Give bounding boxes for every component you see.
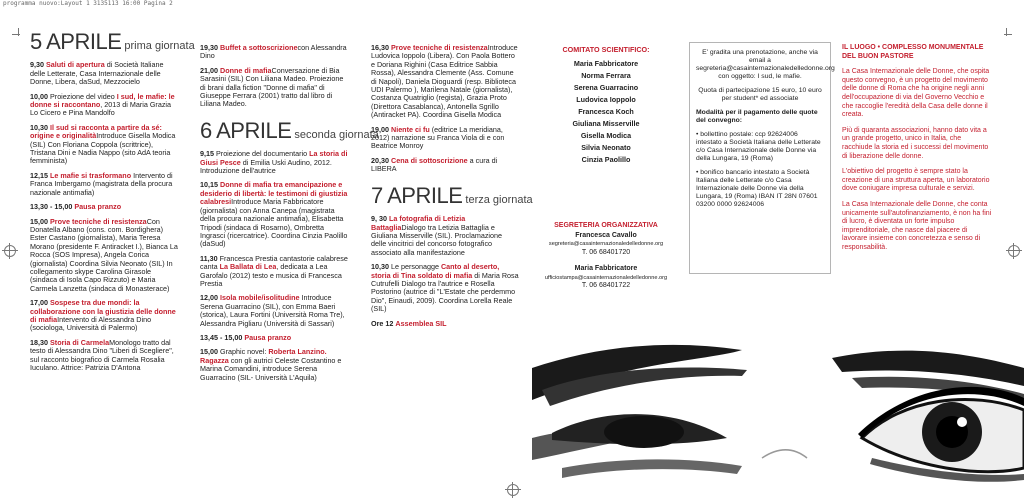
event-description: (editrice La meridiana, 2012) narrazione su Franca Viola di e con Beatrice Monroy — [371, 124, 505, 151]
event-description: a cura di LIBERA — [371, 155, 498, 174]
booking-intro: E' gradita una prenotazione, anche via email a segreteria@casainternazionaledelledonne.org con oggetto: I sud, le mafie. — [696, 49, 835, 80]
event-description: con gli autrici Celeste Costantino e Marina Comandini, introduce Serena Guarracino (SIL- Università L'Aquila) — [200, 355, 342, 382]
program-event — [200, 67, 350, 109]
event-description: di Società Italiane delle Letterate, Casa Internazionale delle Donne, Libera, daSud, Mezzocielo — [30, 60, 164, 87]
event-time: 10,15 — [200, 180, 218, 190]
day3-column — [371, 43, 533, 334]
event-time: 19,00 — [371, 124, 389, 134]
event-description: Dialogo tra Letizia Battaglia e Giuliana Misserville (SIL). Proclamazione delle vincitrici del concorso fotografico associato alla manifestazione — [371, 222, 503, 257]
print-header: programma nuovo:Layout 1 3135113 16:00 Pagina 2 — [3, 0, 173, 7]
event-description: , dedicata a Lea Garofalo (2012) testo e musica di Francesca Prestia — [200, 262, 342, 288]
event-title: Prove tecniche di resistenza — [50, 216, 147, 226]
program-event — [371, 263, 519, 313]
day1-column — [30, 29, 195, 378]
registration-mark — [4, 245, 16, 257]
event-time: 19,30 — [200, 43, 218, 52]
event-time: 13,45 - 15,00 — [200, 332, 243, 342]
comitato-member: Serena Guarracino — [573, 83, 639, 92]
luogo-section — [842, 44, 992, 259]
event-description: Intervento di Franca Imbergamo (magistrata della procura nazionale antimafia) — [30, 170, 173, 197]
event-time: 10,00 — [30, 91, 48, 101]
event-title: Pausa pranzo — [74, 202, 122, 212]
comitato-member: Gisella Modica — [580, 131, 632, 140]
event-title: Isola mobile/isolitudine — [220, 293, 300, 303]
comitato-member: Maria Fabbricatore — [573, 59, 639, 68]
program-event — [30, 203, 178, 211]
comitato-member: Silvia Neonato — [581, 143, 631, 152]
segreteria-organizzativa — [540, 222, 672, 291]
comitato-member: Ludovica Ioppolo — [576, 95, 636, 104]
event-title: Assemblea SIL — [395, 318, 447, 328]
segreteria-phone: T. 06 68401722 — [581, 282, 631, 289]
program-event — [200, 255, 350, 289]
luogo-paragraph: L'obiettivo del progetto è sempre stato la creazione di una struttura aperta, un laboratorio dove coniugare impresa culturale e servizi. — [842, 168, 990, 193]
event-time: 15,00 — [30, 216, 48, 226]
program-event — [30, 61, 178, 86]
luogo-paragraph: La Casa Internazionale delle Donne, che conta unicamente sull'autofinanziamento, è non ha fini di lucro, è diventata un forte impulso imprenditoriale, che nasce dal piacere di lavorare insieme con concretezza e senso di responsabilità. — [842, 200, 992, 251]
event-title: Donne di mafia tra emancipazione e desiderio di libertà: le testimoni di giustizia calabresi — [200, 180, 348, 207]
event-time: 11,30 — [200, 253, 218, 263]
payment-postal: • bollettino postale: ccp 92624006 intestato a Società Italiana delle Letterate c/o Casa Internazionale delle Donne via della Lungara, 19 (Roma) — [696, 131, 821, 162]
event-description: di Maria Rosa Cutrufelli Dialogo tra l'autrice e Rosella Postorino (autrice di "L'Estate che perdemmo Dio", Einaudi, 2009). Coordina Lorella Reale (SIL) — [371, 270, 519, 314]
event-title: Canto al deserto, storia di Tina soldato di mafia — [371, 262, 500, 280]
program-event — [371, 157, 519, 174]
segreteria-email-link[interactable]: ufficiostampa@casainternazionaledelledonne.org — [544, 274, 668, 281]
segreteria-phone: T. 06 68401720 — [581, 248, 631, 256]
event-title: Prove tecniche di resistenza — [391, 43, 488, 52]
event-title: Cena di sottoscrizione — [391, 155, 468, 165]
event-title: La Ballata di Lea — [219, 262, 277, 272]
luogo-paragraph: La Casa Internazionale delle Donne, che ospita questo convegno, è un progetto del movimento delle donne di Roma che ha origine negli anni dell'occupazione di via del Governo Vecchio e che raccoglie l'eredità della Casa delle donne il creata. — [842, 68, 990, 119]
crop-mark — [1004, 34, 1012, 35]
program-event — [200, 150, 350, 175]
day1-heading: 5 APRILE prima giornata — [30, 29, 195, 54]
event-description: di Emilia Uski Audino, 2012. Introduzione dell'autrice — [200, 157, 332, 176]
event-title: Roberta Lanzino. Ragazza — [200, 347, 327, 365]
program-event — [30, 218, 178, 294]
event-description: Introduce Maria Fabbricatore (giornalista) con Anna Canepa (magistrata della procura nazionale antimafia), Elisabetta Tripodi (sindaca di Rosarno), Ombretta Ingrasci (ricercatrice). Coordina Cinzia Paolillo (daSud) — [200, 197, 348, 249]
program-event — [200, 181, 350, 248]
event-description: Monologo tratto dal testo di Alessandra Dino "Liberi di Scegliere", sul racconto biografico di Carmela Rosalia Iuculano. Attrice: Patrizia D'Antona — [30, 337, 174, 372]
event-time: 13,30 - 15,00 — [30, 202, 73, 212]
program-event — [200, 334, 350, 342]
comitato-member: Giuliana Misserville — [572, 119, 640, 128]
comitato-member: Cinzia Paolillo — [581, 155, 631, 164]
program-event — [200, 348, 350, 382]
program-event — [30, 339, 178, 373]
payment-bank: • bonifico bancario intestato a Società Italiana delle Letterate c/o Casa Internazionale delle Donne via della Lungara, 19 (Roma) IBAN IT 28N 07601 03200 0000 92624006 — [696, 169, 818, 208]
program-event — [30, 299, 178, 333]
event-time: 12,15 — [30, 170, 48, 180]
registration-mark — [1008, 245, 1020, 257]
day2-heading: 6 APRILE seconda giornata — [200, 117, 379, 143]
event-description: , 2013 di Maria Grazia Lo Cicero e Pina Mandolfo — [30, 100, 172, 118]
event-time: 10,30 — [30, 122, 48, 132]
event-title: Niente ci fu — [391, 124, 430, 134]
day2-column — [200, 43, 379, 388]
event-time: 17,00 — [30, 298, 48, 308]
program-event — [371, 320, 519, 328]
event-title: Sospese tra due mondi: la collaborazione con la giustizia delle donne di mafia — [30, 298, 176, 324]
event-description: Introduce Ludovica Ioppolo (Libera). Con Paola Bottero e Doriana Righini (Casa Editrice Sabbia Rossa), Alessandra Clemente (Ass. Comune di Napoli), Daniela Dioguardi (resp. Biblioteca UDI Palermo ), Marilena Natale (giornalista), Costanza Quatriglio (regista), Grazia Proto (Direttora Casablanca), Antonella Sgrillo (Antiracket PA). Coordina Gisella Modica — [371, 43, 518, 120]
event-title: La storia di Giusi Pesce — [200, 149, 348, 167]
booking-info-box — [689, 42, 835, 274]
event-description: Introduce Serena Guarracino (SIL), con Emma Baeri (storica), Laura Fortini (Università Roma Tre), Alessandra Pigliaru (Università di Sassari) — [200, 293, 345, 328]
segreteria-email-link[interactable]: segreteria@casainternazionaledelledonne.org — [548, 241, 664, 247]
program-event — [30, 124, 178, 166]
event-time: 9,15 — [200, 149, 214, 159]
event-title: Donne di mafia — [220, 65, 272, 75]
eyes-illustration — [532, 328, 1024, 502]
event-intro: Proiezione del video — [50, 91, 117, 101]
event-title: Le mafie si trasformano — [50, 170, 132, 180]
segreteria-person: Francesca Cavallo — [575, 231, 637, 239]
event-title: Il sud si racconta a partire da sé: origine e originalità — [30, 122, 162, 141]
event-description: Conversazione di Bia Sarasini (SIL) Con Liliana Madeo. Proiezione di brani dalla fiction "Donne di mafia" di Giuseppe Ferrara (2001) tratto dal libro di Liliana Madeo. — [200, 65, 344, 109]
registration-mark — [507, 484, 519, 496]
event-description: Introduce Gisella Modica (SIL) Con Floriana Coppola (scrittrice), Tristana Dini e Nadia Nappo (sito AdA teoria femminista) — [30, 131, 176, 166]
comitato-member: Francesca Koch — [578, 107, 634, 116]
event-time: 12,00 — [200, 293, 218, 303]
event-description: con Alessandra Dino — [200, 43, 347, 61]
comitato-title: COMITATO SCIENTIFICO: — [562, 45, 650, 54]
program-event — [371, 126, 519, 151]
event-time: Ore 12 — [371, 318, 394, 328]
event-description: Con Donatella Albano (cons. com. Bordighera) Ester Castano (giornalista), Maria Teresa Morano (presidente F. Antiracket I.), Bianca La Rocca (SOS Impresa), Angela Corica (giornalista) Coordina Silvia Neonato (SIL) In collegamento skype Carolina Girasole (sindaca di Isola Capo Rizzuto) e Maria Carmela Lanzetta (sindaca di Monasterace) — [30, 216, 178, 293]
event-title: Pausa pranzo — [244, 332, 292, 342]
event-intro: Graphic novel: — [220, 347, 269, 357]
event-title: Saluti di apertura — [46, 60, 105, 70]
event-title: La fotografia di Letizia Battaglia — [371, 214, 466, 232]
event-time: 9, 30 — [371, 214, 387, 224]
event-time: 21,00 — [200, 65, 218, 75]
event-title: Storia di Carmela — [50, 337, 110, 347]
luogo-paragraph: Più di quaranta associazioni, hanno dato vita a un grande progetto, unico in Italia, che racchiude la storia ed i successi del movimento di liberazione delle donne. — [842, 126, 989, 160]
event-title: I sud, le mafie: le donne si raccontano — [30, 91, 175, 110]
program-event — [30, 172, 178, 197]
event-time: 15,00 — [200, 347, 218, 357]
program-event — [200, 44, 350, 61]
event-time: 10,30 — [371, 262, 389, 272]
program-event — [200, 294, 350, 328]
event-description: Intervento di Alessandra Dino (sociologa, Università di Palermo) — [30, 314, 152, 333]
event-intro: Francesca Prestia cantastorie calabrese canta — [200, 253, 348, 272]
luogo-title: IL LUOGO • COMPLESSO MONUMENTALE DEL BUON PASTORE — [842, 44, 984, 60]
day3-heading: 7 APRILE terza giornata — [371, 182, 533, 208]
event-intro: Le personagge — [391, 262, 441, 272]
payment-heading: Modalità per il pagamento delle quote del convegno: — [696, 109, 818, 124]
segreteria-person: Maria Fabbricatore — [574, 265, 638, 272]
event-time: 16,30 — [371, 43, 389, 52]
comitato-member: Norma Ferrara — [581, 71, 631, 80]
crop-mark — [12, 34, 20, 35]
program-event — [30, 93, 178, 118]
booking-quota: Quota di partecipazione 15 euro, 10 euro per student* ed associate — [698, 87, 822, 102]
event-time: 9,30 — [30, 60, 44, 70]
program-event — [371, 44, 519, 120]
program-event — [371, 215, 519, 257]
event-time: 18,30 — [30, 337, 48, 347]
event-title: Buffet a sottoscrizione — [220, 43, 298, 52]
event-intro: Proiezione del documentario — [216, 149, 310, 159]
event-time: 20,30 — [371, 155, 389, 165]
comitato-scientifico — [546, 44, 666, 166]
segreteria-title: SEGRETERIA ORGANIZZATIVA — [554, 222, 658, 229]
